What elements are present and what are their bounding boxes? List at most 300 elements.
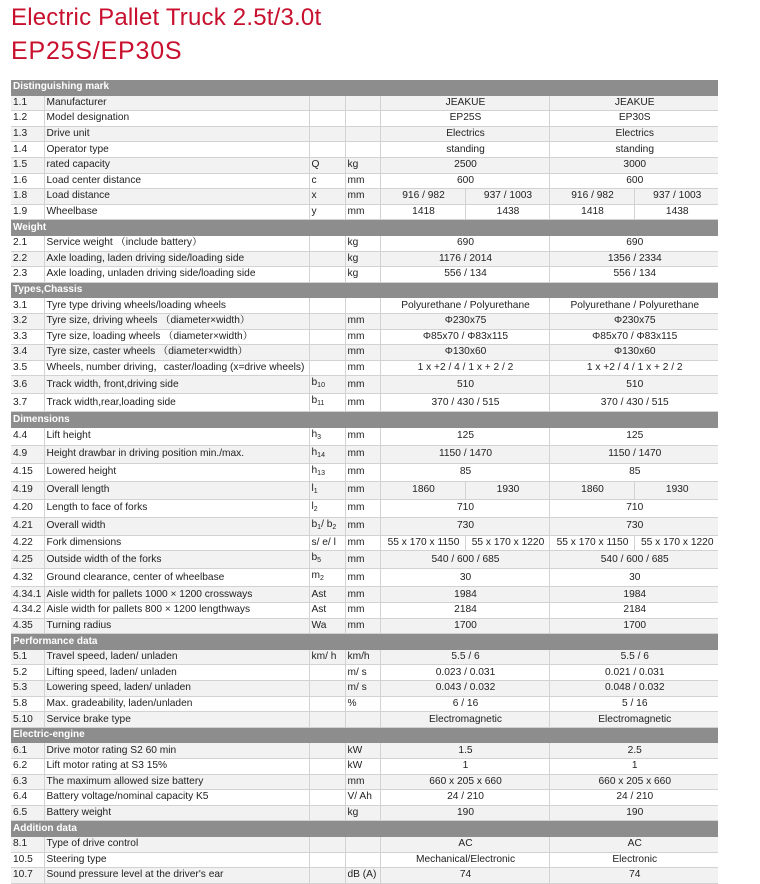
ep30s-value: Electromagnetic xyxy=(549,712,718,728)
ep25s-value: Φ130x60 xyxy=(380,345,549,361)
section-header xyxy=(11,727,718,743)
ep30s-value: Φ130x60 xyxy=(549,345,718,361)
ep25s-value: 30 xyxy=(380,569,549,587)
ep30s-value: 540 / 600 / 685 xyxy=(549,551,718,569)
section-title: Addition data xyxy=(11,821,718,837)
ep25s-value: 1930 xyxy=(465,481,549,499)
row-unit xyxy=(345,298,380,314)
table-row xyxy=(11,267,718,283)
row-number: 1.3 xyxy=(11,126,44,142)
row-number: 1.9 xyxy=(11,204,44,220)
ep30s-value: 600 xyxy=(549,173,718,189)
table-row xyxy=(11,376,718,394)
row-label: Wheelbase xyxy=(44,204,309,220)
table-row xyxy=(11,712,718,728)
ep25s-value: Electrics xyxy=(380,126,549,142)
ep30s-value: 1150 / 1470 xyxy=(549,445,718,463)
ep25s-value: 85 xyxy=(380,463,549,481)
table-row xyxy=(11,618,718,634)
ep30s-value: 0.048 / 0.032 xyxy=(549,681,718,697)
ep30s-value: Φ85x70 / Φ83x115 xyxy=(549,329,718,345)
row-number: 5.1 xyxy=(11,649,44,665)
row-unit: kg xyxy=(345,235,380,251)
ep25s-value: 2184 xyxy=(380,603,549,619)
row-unit: mm xyxy=(345,427,380,445)
row-number: 4.15 xyxy=(11,463,44,481)
row-unit xyxy=(345,142,380,158)
table-row xyxy=(11,445,718,463)
row-unit: mm xyxy=(345,189,380,205)
ep25s-value: 24 / 210 xyxy=(380,790,549,806)
row-number: 2.1 xyxy=(11,235,44,251)
section-header xyxy=(11,821,718,837)
table-row xyxy=(11,235,718,251)
table-row xyxy=(11,189,718,205)
symbol-subscript: 2 xyxy=(320,575,324,583)
ep25s-value: Φ85x70 / Φ83x115 xyxy=(380,329,549,345)
model-subtitle: EP25S/EP30S xyxy=(11,37,183,65)
row-label: Load center distance xyxy=(44,173,309,189)
section-header xyxy=(11,412,718,428)
table-row xyxy=(11,329,718,345)
table-row xyxy=(11,463,718,481)
ep30s-value: 5.5 / 6 xyxy=(549,649,718,665)
row-unit: mm xyxy=(345,774,380,790)
ep30s-value: 125 xyxy=(549,427,718,445)
row-number: 4.34.2 xyxy=(11,603,44,619)
ep25s-value: 1438 xyxy=(465,204,549,220)
row-number: 5.2 xyxy=(11,665,44,681)
ep25s-value: Polyurethane / Polyurethane xyxy=(380,298,549,314)
row-label: Service brake type xyxy=(44,712,309,728)
symbol-subscript: 3 xyxy=(317,433,322,441)
ep30s-value: 690 xyxy=(549,235,718,251)
ep30s-value: 24 / 210 xyxy=(549,790,718,806)
row-symbol xyxy=(309,142,345,158)
row-unit xyxy=(345,111,380,127)
row-symbol: Ast xyxy=(309,603,345,619)
row-unit: m/ s xyxy=(345,665,380,681)
row-number: 3.4 xyxy=(11,345,44,361)
symbol-subscript: 1 xyxy=(313,487,318,495)
row-label: Aisle width for pallets 800 × 1200 lengthways xyxy=(44,603,309,619)
row-symbol: c xyxy=(309,173,345,189)
ep30s-value: 74 xyxy=(549,868,718,884)
row-symbol xyxy=(309,759,345,775)
ep25s-value: standing xyxy=(380,142,549,158)
row-unit xyxy=(345,95,380,111)
row-label: Ground clearance, center of wheelbase xyxy=(44,569,309,587)
ep25s-value: 370 / 430 / 515 xyxy=(380,394,549,412)
row-symbol xyxy=(309,712,345,728)
row-symbol xyxy=(309,665,345,681)
table-row xyxy=(11,868,718,884)
ep25s-value: 1 xyxy=(380,759,549,775)
ep30s-value: 1 xyxy=(549,759,718,775)
row-number: 3.3 xyxy=(11,329,44,345)
row-label: Tyre size, driving wheels （diameter×width） xyxy=(44,313,309,329)
row-number: 4.35 xyxy=(11,618,44,634)
ep25s-value: 125 xyxy=(380,427,549,445)
row-label: Service weight （include battery） xyxy=(44,235,309,251)
ep25s-value: 55 x 170 x 1150 xyxy=(380,535,465,551)
row-label: Lifting speed, laden/ unladen xyxy=(44,665,309,681)
row-label: Aisle width for pallets 1000 × 1200 crossways xyxy=(44,587,309,603)
row-unit: kW xyxy=(345,743,380,759)
row-unit: kg xyxy=(345,805,380,821)
table-row xyxy=(11,298,718,314)
ep25s-value: Φ230x75 xyxy=(380,313,549,329)
row-symbol xyxy=(309,836,345,852)
table-row xyxy=(11,852,718,868)
row-label: Tyre size, loading wheels （diameter×width） xyxy=(44,329,309,345)
row-unit: mm xyxy=(345,463,380,481)
row-unit: mm xyxy=(345,587,380,603)
row-symbol: x xyxy=(309,189,345,205)
table-row xyxy=(11,204,718,220)
row-number: 2.3 xyxy=(11,267,44,283)
row-label: Max. gradeability, laden/unladen xyxy=(44,696,309,712)
row-number: 4.34.1 xyxy=(11,587,44,603)
table-row xyxy=(11,360,718,376)
row-symbol: $b_1/$ $b_2$ xyxy=(309,517,345,535)
row-number: 3.2 xyxy=(11,313,44,329)
row-symbol: $l_2$ xyxy=(309,499,345,517)
row-unit: % xyxy=(345,696,380,712)
ep30s-value: Polyurethane / Polyurethane xyxy=(549,298,718,314)
ep25s-value: 74 xyxy=(380,868,549,884)
row-unit: dB (A) xyxy=(345,868,380,884)
table-row xyxy=(11,345,718,361)
table-row xyxy=(11,569,718,587)
ep25s-value: Electromagnetic xyxy=(380,712,549,728)
row-label: Axle loading, laden driving side/loading side xyxy=(44,251,309,267)
row-unit: mm xyxy=(345,204,380,220)
ep30s-value: 1356 / 2334 xyxy=(549,251,718,267)
table-row xyxy=(11,481,718,499)
row-label: Lift height xyxy=(44,427,309,445)
row-label: Type of drive control xyxy=(44,836,309,852)
row-number: 10.7 xyxy=(11,868,44,884)
row-label: rated capacity xyxy=(44,157,309,173)
row-symbol: Wa xyxy=(309,618,345,634)
row-unit: mm xyxy=(345,376,380,394)
row-label: Drive unit xyxy=(44,126,309,142)
row-symbol xyxy=(309,126,345,142)
row-number: 6.2 xyxy=(11,759,44,775)
row-symbol xyxy=(309,790,345,806)
table-row xyxy=(11,427,718,445)
ep30s-value: 916 / 982 xyxy=(549,189,634,205)
table-row xyxy=(11,142,718,158)
table-row xyxy=(11,649,718,665)
ep30s-value: 55 x 170 x 1150 xyxy=(549,535,634,551)
ep25s-value: 660 x 205 x 660 xyxy=(380,774,549,790)
row-label: Outside width of the forks xyxy=(44,551,309,569)
symbol-subscript: 13 xyxy=(317,469,325,477)
ep25s-value: 916 / 982 xyxy=(380,189,465,205)
row-number: 1.1 xyxy=(11,95,44,111)
row-number: 4.21 xyxy=(11,517,44,535)
row-unit: m/ s xyxy=(345,681,380,697)
row-number: 8.1 xyxy=(11,836,44,852)
row-number: 3.1 xyxy=(11,298,44,314)
row-symbol xyxy=(309,111,345,127)
table-row xyxy=(11,251,718,267)
row-number: 6.3 xyxy=(11,774,44,790)
ep30s-value: 1930 xyxy=(634,481,718,499)
row-unit: mm xyxy=(345,499,380,517)
ep30s-value: JEAKUE xyxy=(549,95,718,111)
ep25s-value: 690 xyxy=(380,235,549,251)
row-unit: mm xyxy=(345,345,380,361)
row-unit: kg xyxy=(345,157,380,173)
row-symbol: $m_2$ xyxy=(309,569,345,587)
section-header xyxy=(11,220,718,236)
table-row xyxy=(11,173,718,189)
table-row xyxy=(11,394,718,412)
row-unit: V/ Ah xyxy=(345,790,380,806)
table-row xyxy=(11,111,718,127)
table-row xyxy=(11,603,718,619)
row-number: 4.25 xyxy=(11,551,44,569)
row-symbol xyxy=(309,774,345,790)
row-label: Lift motor rating at S3 15% xyxy=(44,759,309,775)
row-unit: mm xyxy=(345,618,380,634)
row-number: 5.10 xyxy=(11,712,44,728)
table-row xyxy=(11,499,718,517)
row-symbol xyxy=(309,95,345,111)
ep25s-value: 600 xyxy=(380,173,549,189)
row-label: Track width, front,driving side xyxy=(44,376,309,394)
ep25s-value: EP25S xyxy=(380,111,549,127)
row-label: Battery weight xyxy=(44,805,309,821)
row-symbol: km/ h xyxy=(309,649,345,665)
ep25s-value: 190 xyxy=(380,805,549,821)
row-label: The maximum allowed size battery xyxy=(44,774,309,790)
ep30s-value: 370 / 430 / 515 xyxy=(549,394,718,412)
row-label: Lowering speed, laden/ unladen xyxy=(44,681,309,697)
page-title: Electric Pallet Truck 2.5t/3.0t xyxy=(11,4,322,31)
row-number: 6.5 xyxy=(11,805,44,821)
row-number: 4.32 xyxy=(11,569,44,587)
row-number: 1.2 xyxy=(11,111,44,127)
row-number: 10.5 xyxy=(11,852,44,868)
table-row xyxy=(11,696,718,712)
ep30s-value: 1438 xyxy=(634,204,718,220)
ep25s-value: 1860 xyxy=(380,481,465,499)
row-label: Length to face of forks xyxy=(44,499,309,517)
row-unit: kW xyxy=(345,759,380,775)
ep25s-value: 0.023 / 0.031 xyxy=(380,665,549,681)
row-label: Load distance xyxy=(44,189,309,205)
ep30s-value: AC xyxy=(549,836,718,852)
ep25s-value: 1.5 xyxy=(380,743,549,759)
row-symbol: $b_5$ xyxy=(309,551,345,569)
row-symbol xyxy=(309,868,345,884)
table-row xyxy=(11,665,718,681)
row-number: 4.4 xyxy=(11,427,44,445)
row-symbol xyxy=(309,251,345,267)
ep30s-value: 556 / 134 xyxy=(549,267,718,283)
ep30s-value: 3000 xyxy=(549,157,718,173)
row-symbol xyxy=(309,235,345,251)
ep25s-value: 1176 / 2014 xyxy=(380,251,549,267)
ep30s-value: Electronic xyxy=(549,852,718,868)
row-symbol xyxy=(309,313,345,329)
ep30s-value: 2184 xyxy=(549,603,718,619)
section-header xyxy=(11,80,718,95)
row-number: 6.1 xyxy=(11,743,44,759)
ep25s-value: 5.5 / 6 xyxy=(380,649,549,665)
row-unit xyxy=(345,126,380,142)
ep25s-value: 510 xyxy=(380,376,549,394)
row-unit: mm xyxy=(345,445,380,463)
ep30s-value: 1418 xyxy=(549,204,634,220)
row-unit: mm xyxy=(345,551,380,569)
ep25s-value: 6 / 16 xyxy=(380,696,549,712)
table-row xyxy=(11,805,718,821)
table-row xyxy=(11,126,718,142)
row-label: Tyre size, caster wheels （diameter×width） xyxy=(44,345,309,361)
ep25s-value: 1700 xyxy=(380,618,549,634)
row-number: 3.5 xyxy=(11,360,44,376)
row-number: 6.4 xyxy=(11,790,44,806)
row-number: 5.8 xyxy=(11,696,44,712)
table-row xyxy=(11,313,718,329)
ep25s-value: AC xyxy=(380,836,549,852)
row-label: Manufacturer xyxy=(44,95,309,111)
table-row xyxy=(11,836,718,852)
ep30s-value: 30 xyxy=(549,569,718,587)
section-title: Performance data xyxy=(11,634,718,650)
row-number: 5.3 xyxy=(11,681,44,697)
ep30s-value: 1984 xyxy=(549,587,718,603)
ep30s-value: 937 / 1003 xyxy=(634,189,718,205)
row-symbol xyxy=(309,345,345,361)
row-label: Wheels, number driving，caster/loading (x=drive wheels) xyxy=(44,360,309,376)
ep25s-value: Mechanical/Electronic xyxy=(380,852,549,868)
ep30s-value: 1700 xyxy=(549,618,718,634)
symbol-subscript: 1 xyxy=(317,523,322,531)
symbol-subscript: 2 xyxy=(313,505,318,513)
row-symbol: s/ e/ l xyxy=(309,535,345,551)
row-label: Overall width xyxy=(44,517,309,535)
row-symbol xyxy=(309,743,345,759)
row-symbol: y xyxy=(309,204,345,220)
row-label: Height drawbar in driving position min./max. xyxy=(44,445,309,463)
table-row xyxy=(11,759,718,775)
ep25s-value: 556 / 134 xyxy=(380,267,549,283)
section-header xyxy=(11,282,718,298)
ep30s-value: 1 x +2 / 4 / 1 x + 2 / 2 xyxy=(549,360,718,376)
ep30s-value: Φ230x75 xyxy=(549,313,718,329)
ep25s-value: 1418 xyxy=(380,204,465,220)
row-number: 4.9 xyxy=(11,445,44,463)
row-number: 4.20 xyxy=(11,499,44,517)
ep30s-value: 510 xyxy=(549,376,718,394)
row-unit: mm xyxy=(345,481,380,499)
ep25s-value: 1150 / 1470 xyxy=(380,445,549,463)
row-label: Lowered height xyxy=(44,463,309,481)
row-number: 1.5 xyxy=(11,157,44,173)
ep25s-value: 2500 xyxy=(380,157,549,173)
section-header xyxy=(11,634,718,650)
row-unit: mm xyxy=(345,603,380,619)
table-row xyxy=(11,681,718,697)
ep25s-value: JEAKUE xyxy=(380,95,549,111)
ep30s-value: 55 x 170 x 1220 xyxy=(634,535,718,551)
row-number: 2.2 xyxy=(11,251,44,267)
row-unit: mm xyxy=(345,535,380,551)
symbol-subscript: 10 xyxy=(317,382,325,390)
table-row xyxy=(11,551,718,569)
ep30s-value: standing xyxy=(549,142,718,158)
row-number: 1.6 xyxy=(11,173,44,189)
row-label: Travel speed, laden/ unladen xyxy=(44,649,309,665)
row-number: 1.8 xyxy=(11,189,44,205)
row-unit: kg xyxy=(345,267,380,283)
row-label: Model designation xyxy=(44,111,309,127)
row-symbol: $h_{13}$ xyxy=(309,463,345,481)
row-symbol: $l_1$ xyxy=(309,481,345,499)
row-label: Battery voltage/nominal capacity K5 xyxy=(44,790,309,806)
row-symbol: Ast xyxy=(309,587,345,603)
symbol-subscript: 11 xyxy=(317,400,325,408)
row-symbol xyxy=(309,329,345,345)
row-number: 1.4 xyxy=(11,142,44,158)
row-unit xyxy=(345,712,380,728)
row-label: Turning radius xyxy=(44,618,309,634)
ep30s-value: EP30S xyxy=(549,111,718,127)
row-symbol: $h_3$ xyxy=(309,427,345,445)
row-symbol xyxy=(309,852,345,868)
row-unit: mm xyxy=(345,569,380,587)
row-unit: kg xyxy=(345,251,380,267)
row-unit: mm xyxy=(345,173,380,189)
table-row xyxy=(11,587,718,603)
section-title: Electric-engine xyxy=(11,727,718,743)
row-label: Sound pressure level at the driver's ear xyxy=(44,868,309,884)
ep30s-value: 2.5 xyxy=(549,743,718,759)
row-number: 3.6 xyxy=(11,376,44,394)
ep30s-value: 660 x 205 x 660 xyxy=(549,774,718,790)
ep25s-value: 730 xyxy=(380,517,549,535)
ep30s-value: 0.021 / 0.031 xyxy=(549,665,718,681)
row-symbol xyxy=(309,696,345,712)
table-row xyxy=(11,774,718,790)
ep30s-value: 730 xyxy=(549,517,718,535)
ep25s-value: 1984 xyxy=(380,587,549,603)
row-label: Operator type xyxy=(44,142,309,158)
row-symbol xyxy=(309,298,345,314)
row-unit: mm xyxy=(345,517,380,535)
ep25s-value: 0.043 / 0.032 xyxy=(380,681,549,697)
ep30s-value: 710 xyxy=(549,499,718,517)
row-symbol xyxy=(309,360,345,376)
table-row xyxy=(11,157,718,173)
row-unit xyxy=(345,852,380,868)
section-title: Weight xyxy=(11,220,718,236)
row-label: Steering type xyxy=(44,852,309,868)
table-row xyxy=(11,743,718,759)
row-label: Tyre type driving wheels/loading wheels xyxy=(44,298,309,314)
ep30s-value: 190 xyxy=(549,805,718,821)
ep25s-value: 55 x 170 x 1220 xyxy=(465,535,549,551)
table-row xyxy=(11,95,718,111)
row-number: 4.22 xyxy=(11,535,44,551)
ep30s-value: Electrics xyxy=(549,126,718,142)
